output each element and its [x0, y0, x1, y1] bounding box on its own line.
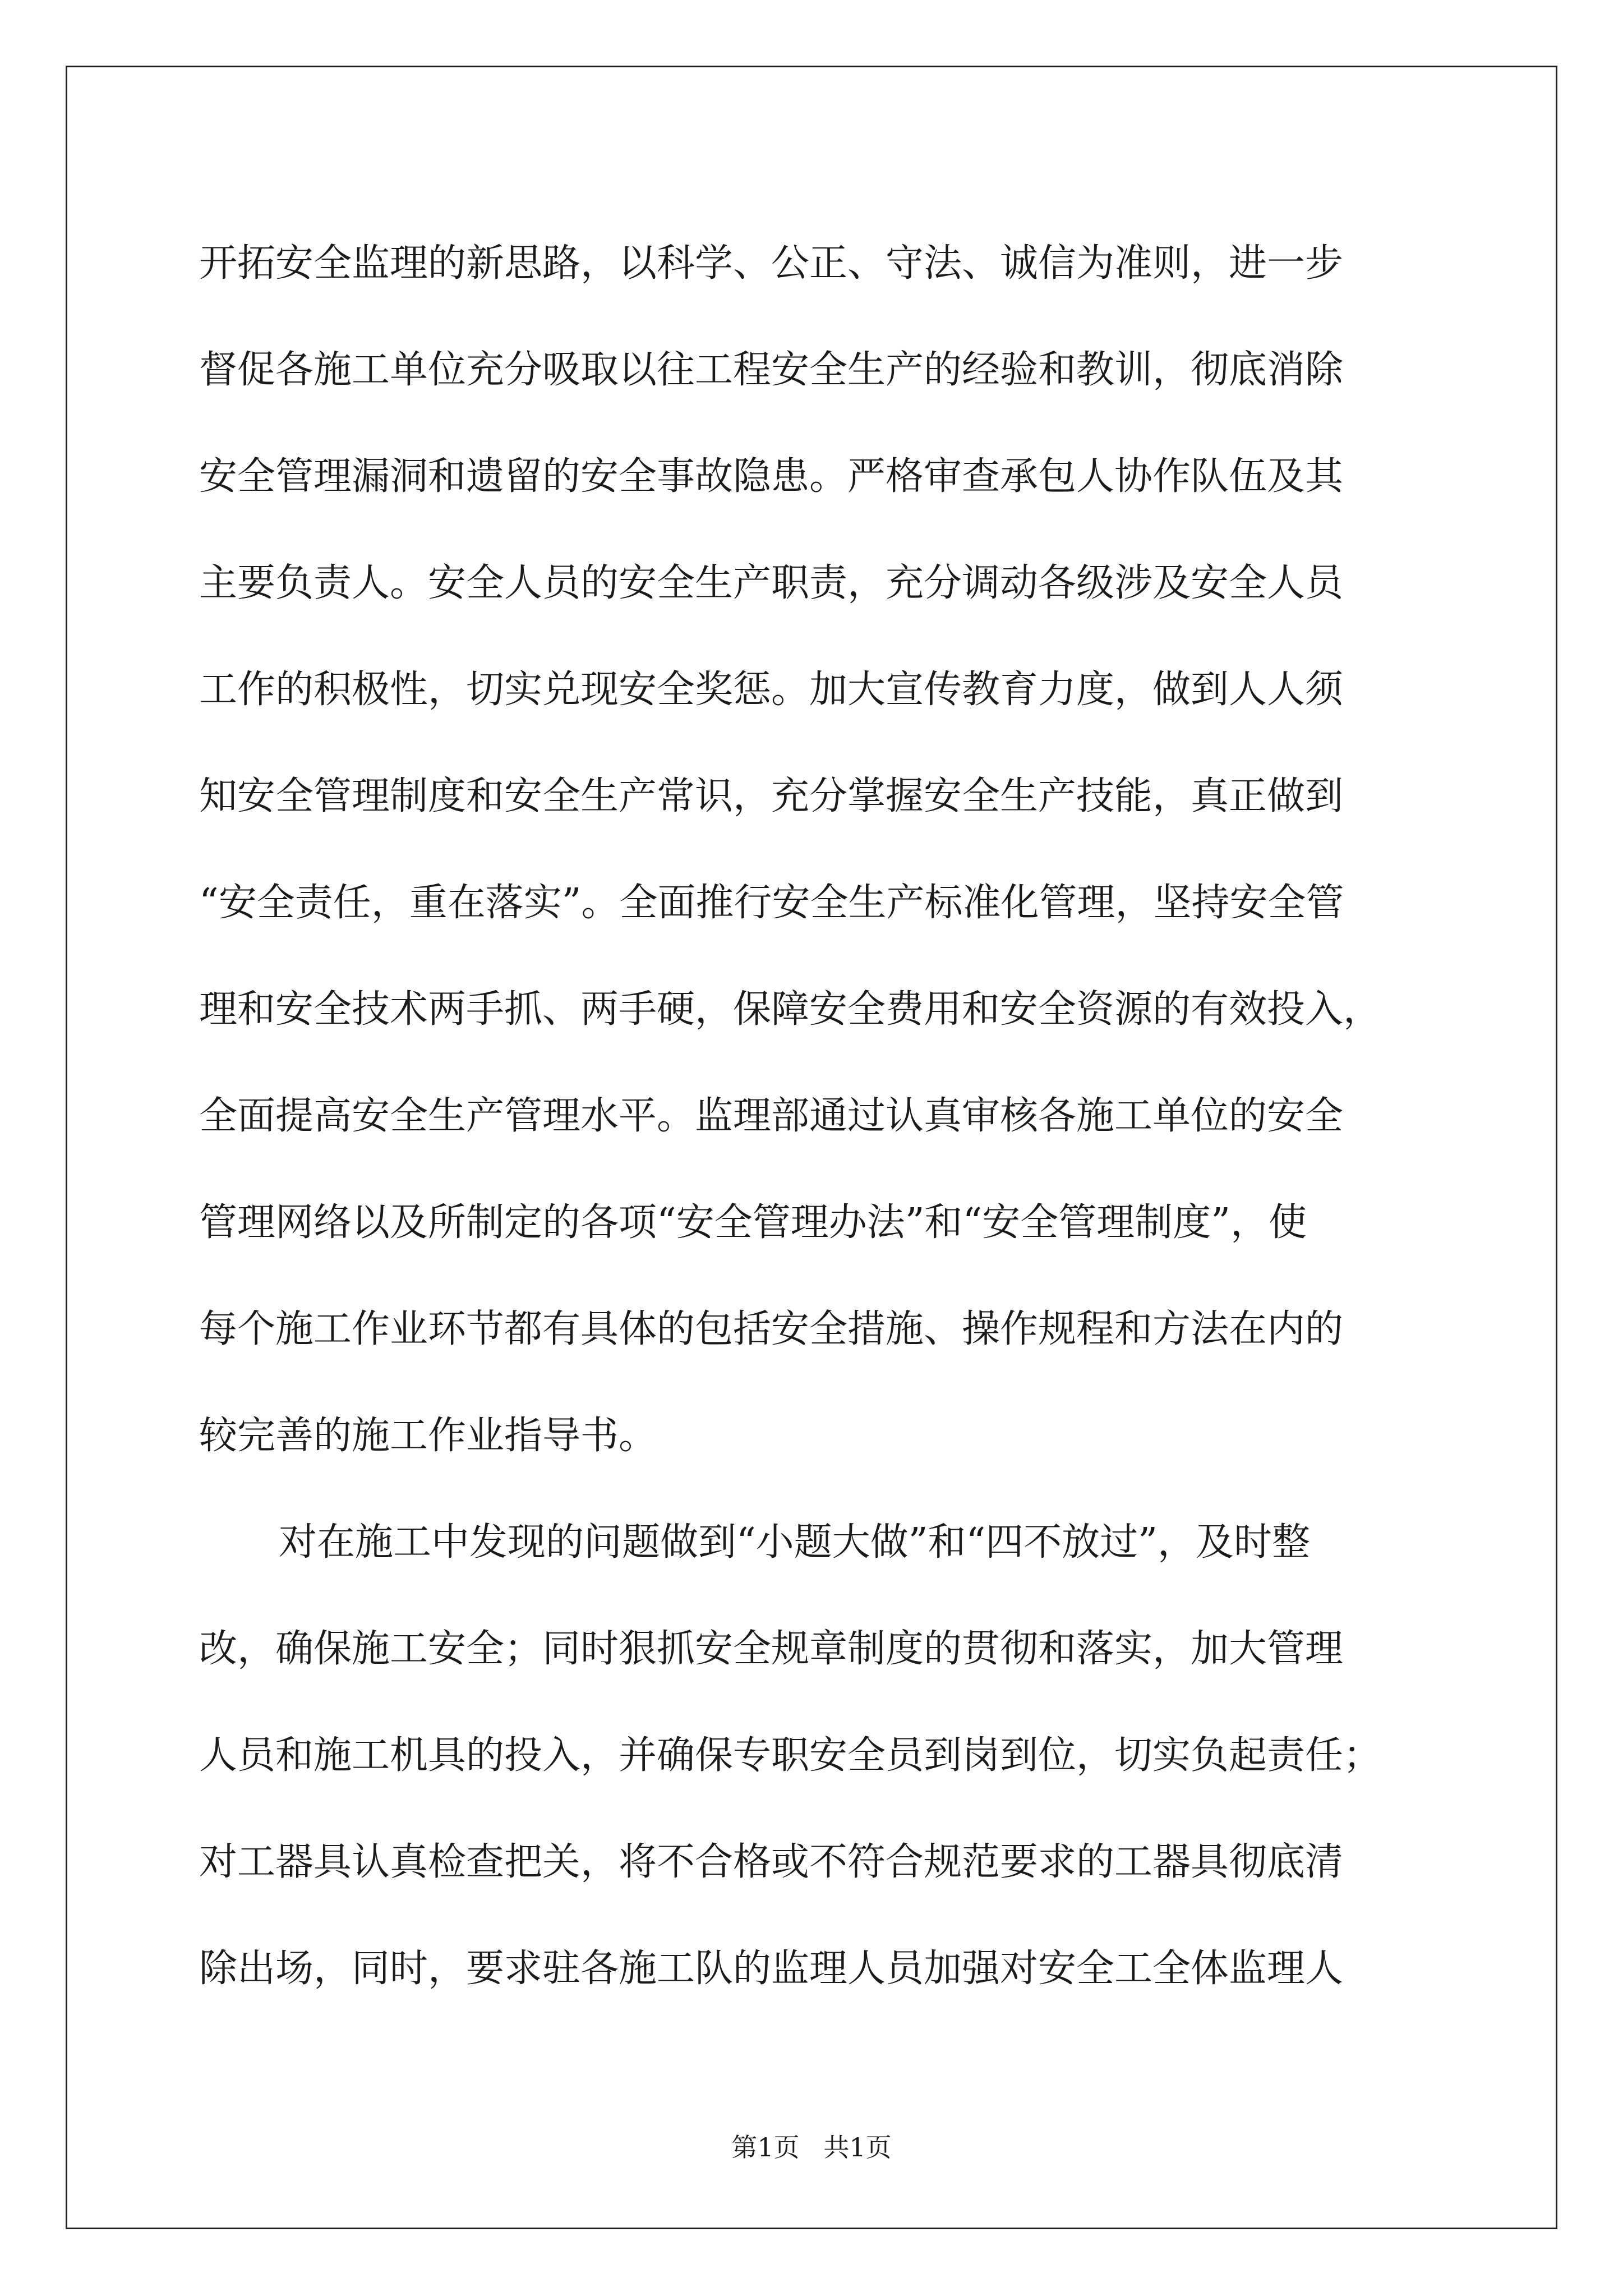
text-line: 安全管理漏洞和遗留的安全事故隐患。严格审查承包人协作队伍及其	[199, 454, 1344, 499]
paragraph-2	[199, 1489, 1422, 2022]
text-line: 较完善的施工作业指导书。	[199, 1414, 657, 1458]
text-line: 知安全管理制度和安全生产常识，充分掌握安全生产技能，真正做到	[199, 774, 1344, 818]
paragraph-1	[199, 210, 1422, 1489]
text-line: 理和安全技术两手抓、两手硬，保障安全费用和安全资源的有效投入，	[199, 987, 1382, 1032]
text-line: 对工器具认真检查把关，将不合格或不符合规范要求的工器具彻底清	[199, 1840, 1344, 1884]
text-line: 全面提高安全生产管理水平。监理部通过认真审核各施工单位的安全	[199, 1094, 1344, 1138]
text-line: 对在施工中发现的问题做到“小题大做”和“四不放过”，及时整	[279, 1520, 1311, 1565]
text-line: 主要负责人。安全人员的安全生产职责，充分调动各级涉及安全人员	[199, 561, 1344, 605]
page-footer	[0, 2127, 1623, 2164]
text-line: 管理网络以及所制定的各项“安全管理办法”和“安全管理制度”，使	[199, 1200, 1307, 1245]
page-total: 共1页	[823, 2132, 892, 2162]
text-line: 改，确保施工安全；同时狠抓安全规章制度的贯彻和落实，加大管理	[199, 1627, 1344, 1671]
text-line: 工作的积极性，切实兑现安全奖惩。加大宣传教育力度，做到人人须	[199, 668, 1344, 712]
text-line: 每个施工作业环节都有具体的包括安全措施、操作规程和方法在内的	[199, 1307, 1344, 1351]
page-number: 第1页	[731, 2132, 800, 2162]
document-body	[199, 210, 1422, 2022]
text-line: 人员和施工机具的投入，并确保专职安全员到岗到位，切实负起责任；	[199, 1733, 1382, 1778]
text-line: “安全责任，重在落实”。全面推行安全生产标准化管理，坚持安全管	[199, 881, 1344, 925]
text-line: 督促各施工单位充分吸取以往工程安全生产的经验和教训，彻底消除	[199, 348, 1344, 392]
text-line: 除出场，同时，要求驻各施工队的监理人员加强对安全工全体监理人	[199, 1947, 1344, 1991]
text-line: 开拓安全监理的新思路，以科学、公正、守法、诚信为准则，进一步	[199, 241, 1344, 286]
